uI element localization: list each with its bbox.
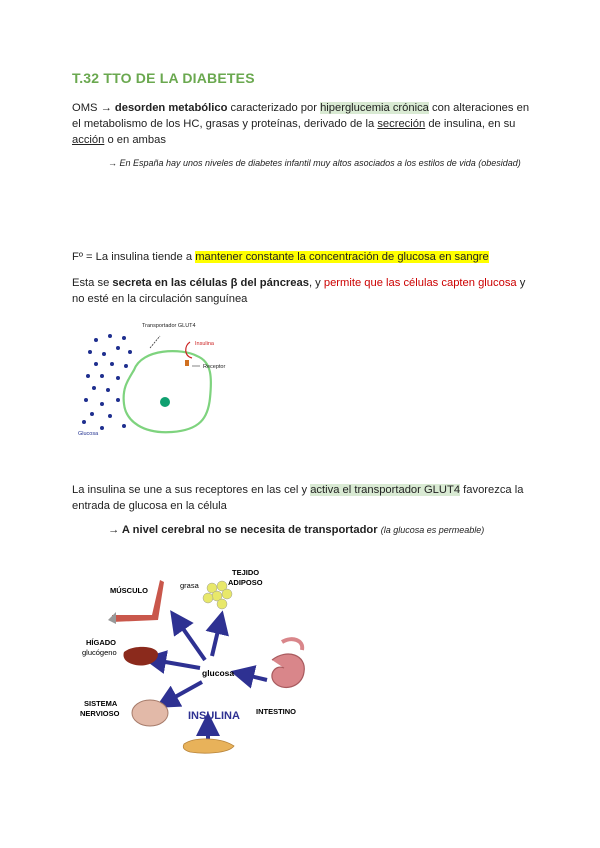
- text: Esta se: [72, 277, 113, 289]
- glucose-distribution-diagram: [72, 560, 322, 770]
- note-spain: → En España hay unos niveles de diabetes infantil muy altos asociados a los estilos de vida (obesidad): [108, 158, 521, 168]
- label-transportador: Transportador GLUT4: [142, 323, 196, 329]
- label-grasa: grasa: [180, 581, 199, 590]
- label-glucosa: Glucosa: [78, 431, 99, 437]
- text: de insulina, en su: [425, 118, 516, 130]
- label-sistema: SISTEMA: [84, 699, 118, 708]
- label-insulina: Insulina: [195, 341, 214, 347]
- glucose-dots: [82, 334, 132, 430]
- small-note: (la glucosa es permeable): [380, 525, 485, 535]
- label-higado: HÍGADO: [86, 638, 116, 647]
- receptor-symbol: [185, 360, 189, 366]
- cerebral-note: [108, 522, 548, 538]
- insulin-symbol: [186, 342, 192, 358]
- label-adiposo: ADIPOSO: [228, 578, 263, 587]
- underlined-term: secreción: [377, 118, 426, 130]
- definition-paragraph: [72, 100, 532, 148]
- text: OMS →: [72, 102, 115, 114]
- label-musculo: MÚSCULO: [110, 586, 148, 595]
- underlined-term: acción: [72, 134, 105, 146]
- label-insulina: INSULINA: [188, 710, 240, 722]
- text: caracterizado por: [227, 102, 321, 114]
- text: favorezca la entrada de glucosa en la célula: [72, 484, 524, 512]
- arrows: [154, 620, 267, 746]
- red-term: permite que las células capten glucosa: [323, 277, 517, 289]
- glut4-cell-diagram: [72, 318, 272, 443]
- highlight-term: hiperglucemia crónica: [320, 102, 429, 114]
- label-receptor: Receptor: [203, 364, 226, 370]
- brain-image: [132, 700, 168, 726]
- label-nervioso: NERVIOSO: [80, 709, 120, 718]
- highlight-term: activa el transportador GLUT4: [310, 484, 461, 496]
- bold-note: → A nivel cerebral no se necesita de transportador: [108, 524, 378, 536]
- text: La insulina se une a sus receptores en las cel y: [72, 484, 311, 496]
- pancreas-image: [183, 739, 234, 753]
- label-intestino: INTESTINO: [256, 707, 297, 716]
- label-glucosa-center: glucosa: [202, 668, 235, 678]
- intestine-image: [272, 639, 304, 687]
- cell-membrane: [124, 351, 211, 432]
- secretion-paragraph: [72, 275, 532, 307]
- text: con alteraciones en el metabolismo de los HC, grasas y proteínas, derivado de la: [72, 102, 530, 130]
- cell-nucleus: [160, 397, 170, 407]
- text: o en ambas: [104, 134, 166, 146]
- text: Fº = La insulina tiende a: [72, 251, 196, 263]
- liver-image: [123, 647, 158, 666]
- bold-term: secreta en las células β del páncreas: [112, 277, 309, 289]
- page-title: T.32 TTO DE LA DIABETES: [72, 70, 255, 86]
- bold-term: desorden metabólico: [114, 102, 228, 114]
- label-glucogeno: glucógeno: [82, 648, 117, 657]
- union-paragraph: [72, 482, 532, 514]
- text: y no esté en la circulación sanguínea: [72, 277, 526, 305]
- label-tejido: TEJIDO: [232, 568, 260, 577]
- highlight-term: mantener constante la concentración de glucosa en sangre: [195, 251, 489, 263]
- function-paragraph: [72, 249, 532, 265]
- text: , y: [308, 277, 324, 289]
